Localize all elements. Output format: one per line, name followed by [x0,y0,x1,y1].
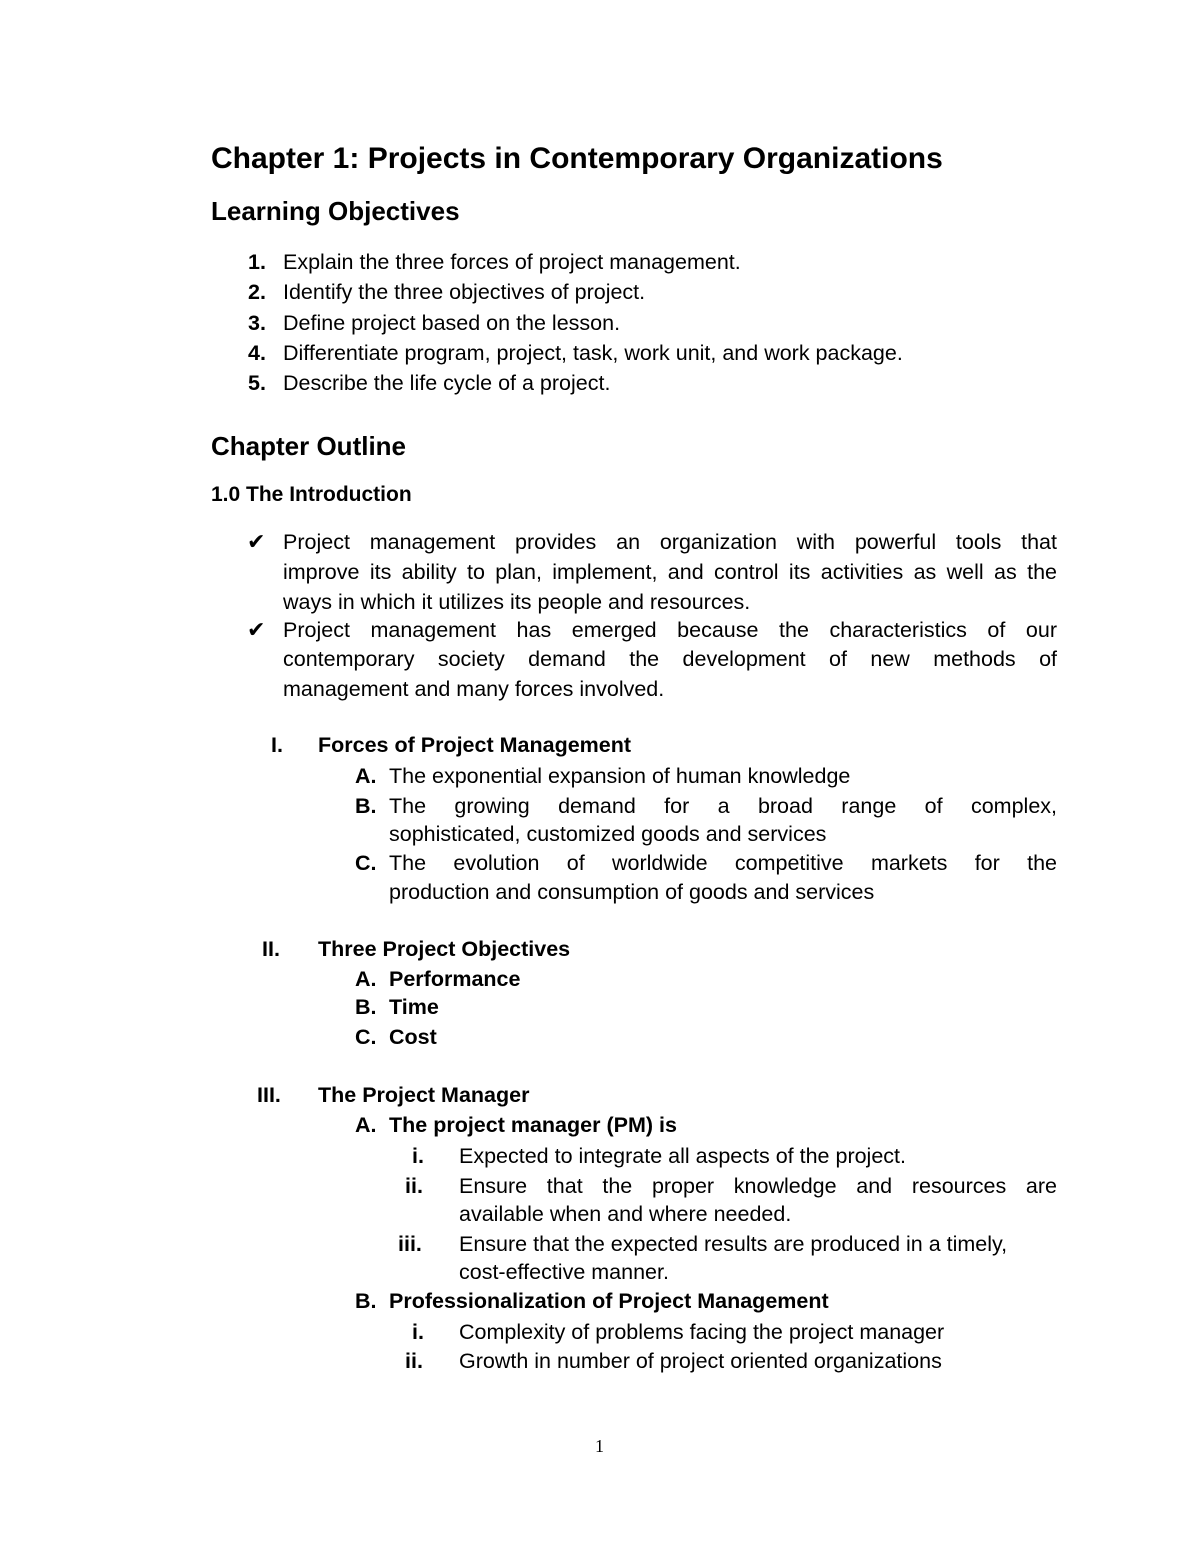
objective-number: 3. [248,311,266,335]
item-text: sophisticated, customized goods and services [389,822,827,846]
objective-number: 5. [248,371,266,395]
item-text: Complexity of problems facing the project manager [459,1320,945,1344]
section-title: The Project Manager [318,1083,530,1107]
check-mark-icon: ✔ [247,530,266,555]
item-text: Ensure that the expected results are produced in a timely, [459,1232,1008,1256]
item-letter: A. [355,764,377,788]
bullet-line: management and many forces involved. [283,677,665,701]
item-text: The evolution of worldwide competitive markets for the [389,851,1057,875]
item-letter: B. [355,995,377,1019]
item-text: Cost [389,1025,437,1049]
objective-text: Define project based on the lesson. [283,311,621,335]
objective-number: 1. [248,250,266,274]
subsection-title: The project manager (PM) is [389,1113,677,1137]
item-text: cost-effective manner. [459,1260,669,1284]
item-text: Expected to integrate all aspects of the project. [459,1144,906,1168]
section-number: III. [257,1083,281,1107]
roman-number: i. [412,1144,424,1168]
subsection-letter: B. [355,1289,377,1313]
bullet-line: Project management has emerged because the characteristics of our [283,618,1057,642]
page-number: 1 [595,1436,604,1456]
page-title: Chapter 1: Projects in Contemporary Organizations [211,142,943,175]
learning-objectives-heading: Learning Objectives [211,196,460,226]
objective-number: 2. [248,280,266,304]
objective-number: 4. [248,341,266,365]
section-number: II. [262,937,280,961]
objective-text: Explain the three forces of project management. [283,250,741,274]
item-text: The exponential expansion of human knowledge [389,764,851,788]
item-letter: C. [355,1025,377,1049]
bullet-line: improve its ability to plan, implement, and control its activities as well as the [283,560,1057,584]
item-text: Time [389,995,439,1019]
item-text: production and consumption of goods and services [389,880,875,904]
roman-number: ii. [405,1174,423,1198]
objective-text: Describe the life cycle of a project. [283,371,611,395]
roman-number: i. [412,1320,424,1344]
section-number: I. [271,733,283,757]
subsection-title: Professionalization of Project Management [389,1289,829,1313]
bullet-line: Project management provides an organization with powerful tools that [283,530,1057,554]
check-mark-icon: ✔ [247,618,266,643]
item-text: Growth in number of project oriented organizations [459,1349,942,1373]
item-text: available when and where needed. [459,1202,792,1226]
subsection-letter: A. [355,1113,377,1137]
objective-text: Identify the three objectives of project. [283,280,646,304]
item-text: The growing demand for a broad range of complex, [389,794,1057,818]
item-letter: B. [355,794,377,818]
section-title: Forces of Project Management [318,733,632,757]
item-letter: C. [355,851,377,875]
item-text: Ensure that the proper knowledge and resources are [459,1174,1057,1198]
section-title: Three Project Objectives [318,937,571,961]
item-text: Performance [389,967,521,991]
roman-number: ii. [405,1349,423,1373]
item-letter: A. [355,967,377,991]
objective-text: Differentiate program, project, task, work unit, and work package. [283,341,903,365]
introduction-heading: 1.0 The Introduction [211,483,412,506]
bullet-line: ways in which it utilizes its people and resources. [283,590,751,614]
bullet-line: contemporary society demand the development of new methods of [283,647,1057,671]
roman-number: iii. [398,1232,422,1256]
chapter-outline-heading: Chapter Outline [211,431,407,461]
